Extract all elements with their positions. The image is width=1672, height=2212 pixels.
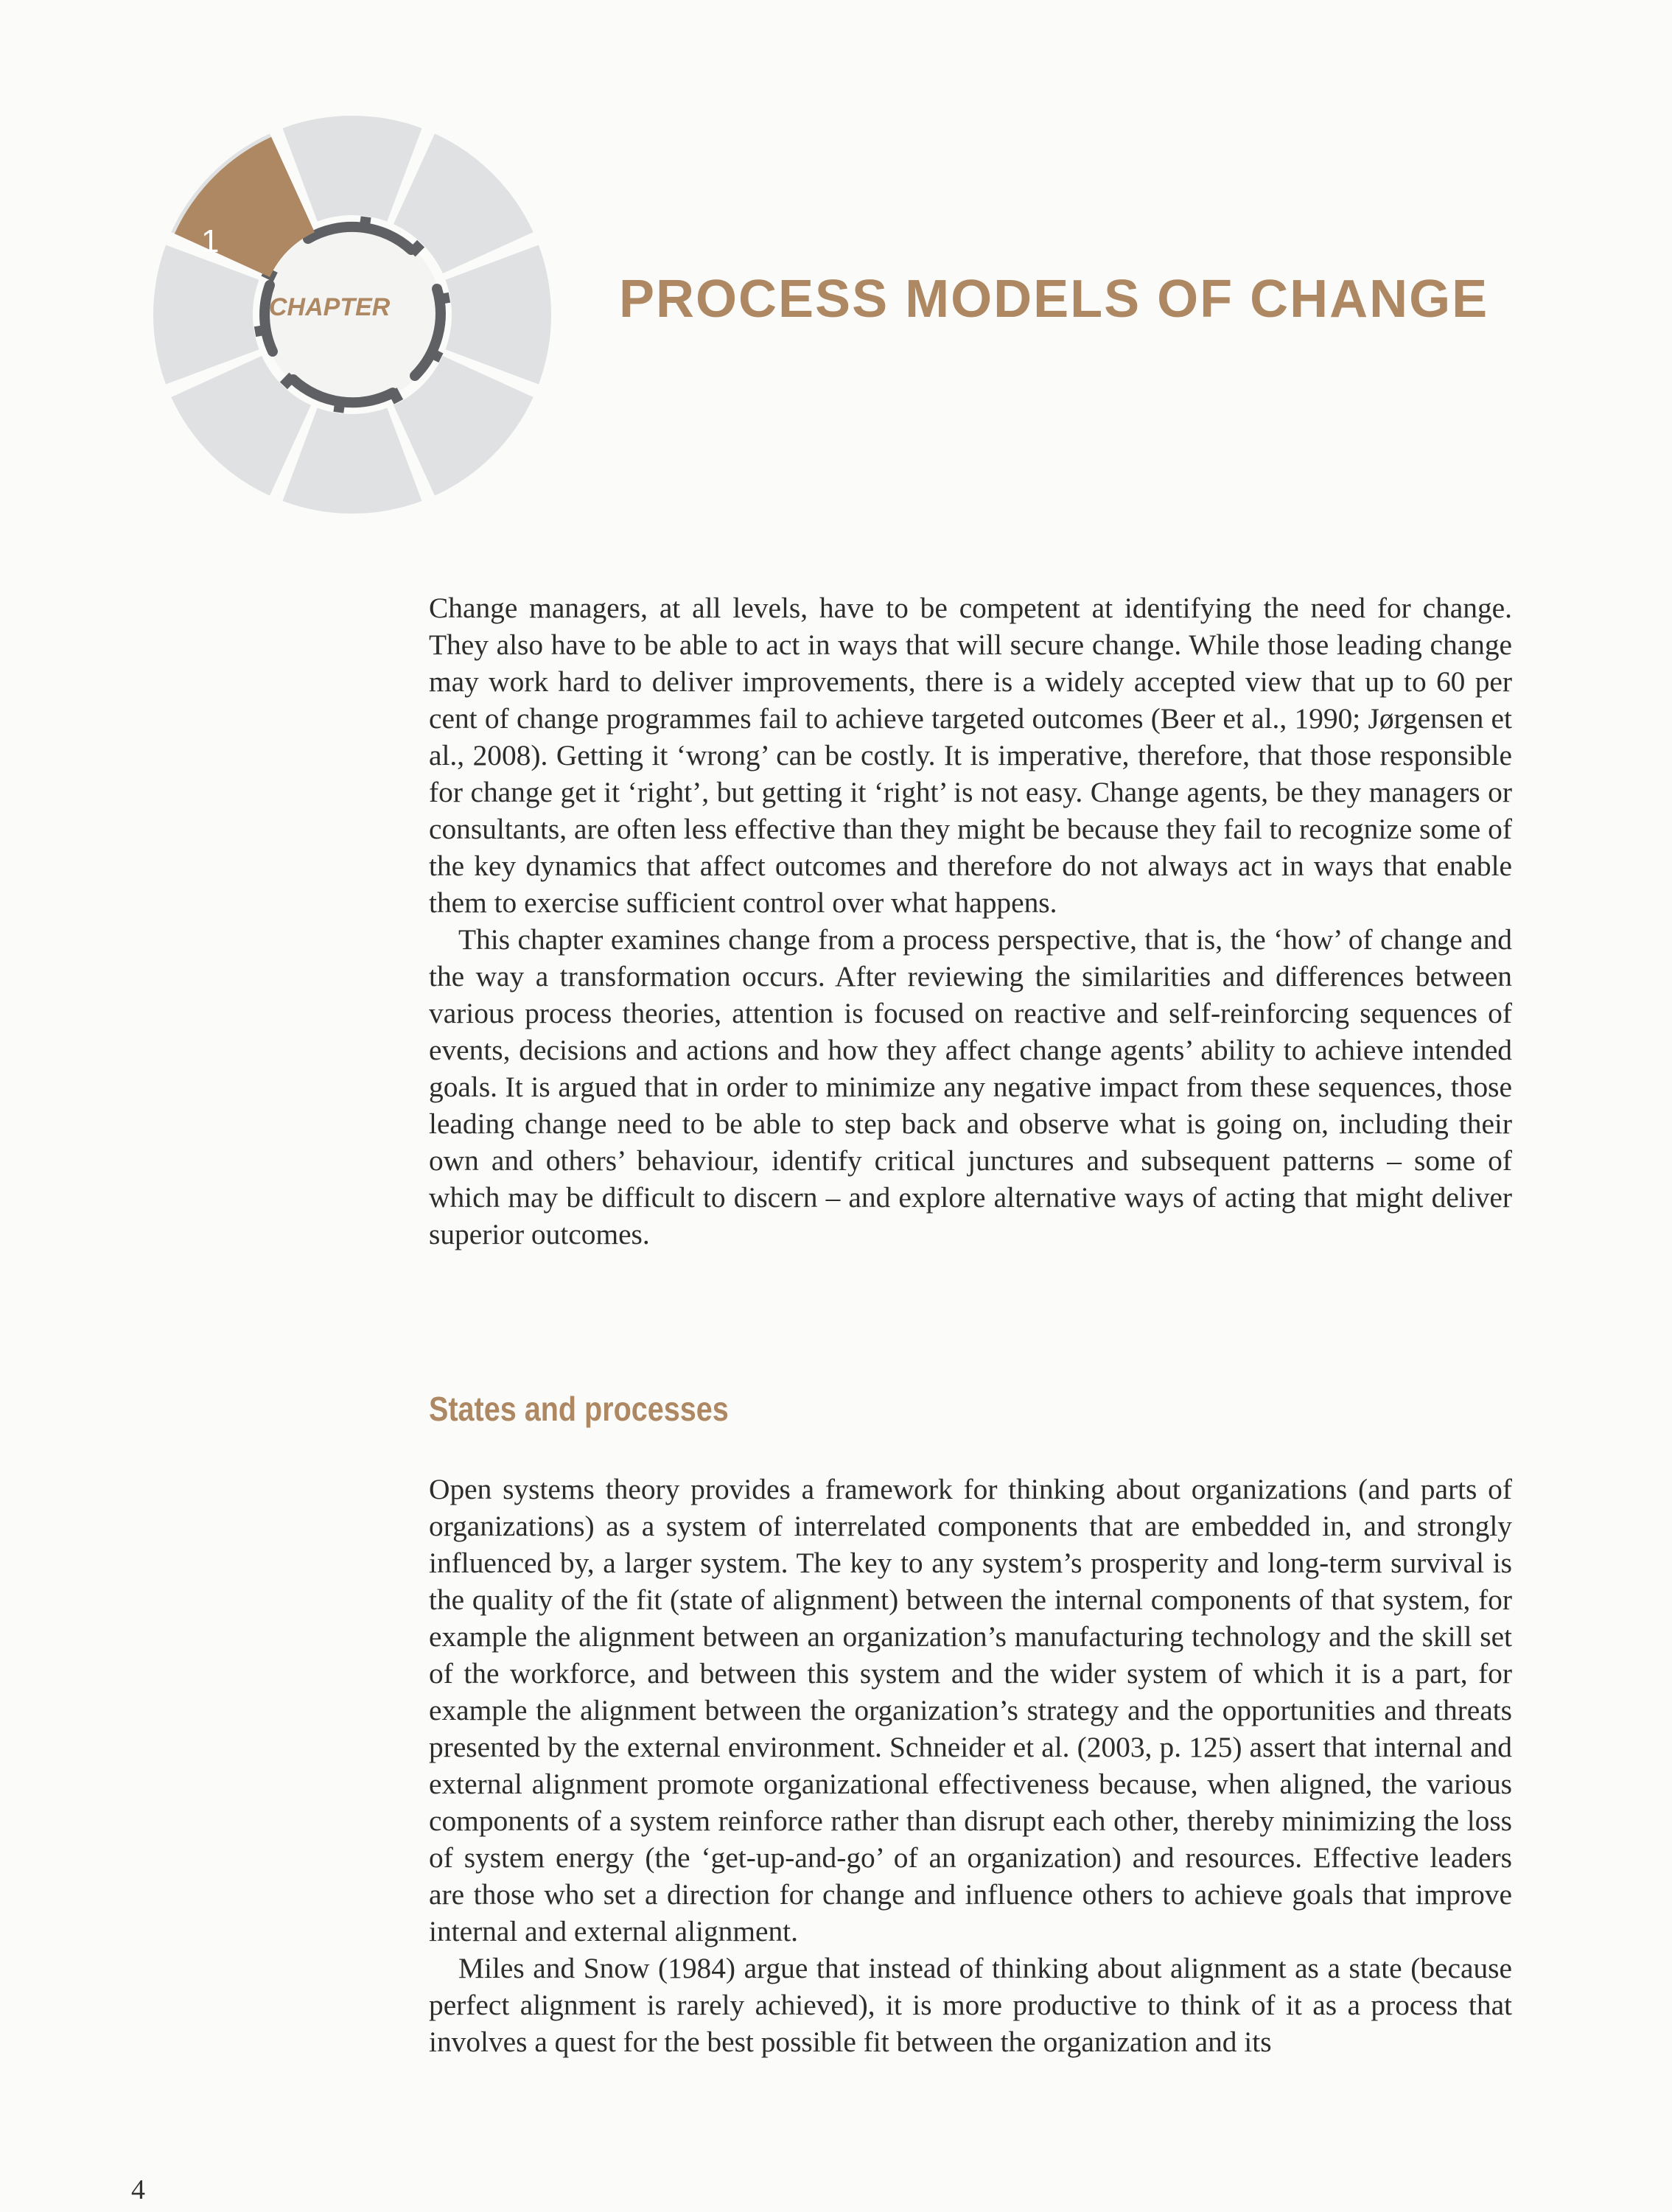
section-text	[429, 1471, 1512, 2060]
gear-tooth	[333, 399, 345, 413]
chapter-label: CHAPTER	[269, 293, 391, 321]
intro-paragraph-2: This chapter examines change from a process perspective, that is, the ‘how’ of change and the way a transformation occurs. After reviewing the similarities and differences between various process theories, attention is focused on reactive and self-reinforcing sequences of events, decisions and actions and how they affect change agents’ ability to achieve intended goals. It is argued that in order to minimize any negative impact from these sequences, those leading change need to be able to step back and observe what is going on, including their own and others’ behaviour, identify critical junctures and subsequent patterns – some of which may be difficult to discern – and explore alternative ways of acting that might deliver superior outcomes.	[429, 923, 1512, 1250]
intro-paragraph-1: Change managers, at all levels, have to be competent at identifying the need for change. They also have to be able to act in ways that will secure change. While those leading change may work hard to deliver improvements, there is a widely accepted view that up to 60 per cent of change programmes fail to achieve targeted outcomes (Beer et al., 1990; Jørgensen et al., 2008). Getting it ‘wrong’ can be costly. It is imperative, therefore, that those responsible for change get it ‘right’, but getting it ‘right’ is not easy. Change agents, be they managers or consultants, are often less effective than they might be because they fail to recognize some of the key dynamics that affect outcomes and therefore do not always act in ways that enable them to exercise sufficient control over what happens.	[429, 592, 1512, 919]
chapter-wheel-graphic	[144, 99, 571, 527]
chapter-title: PROCESS MODELS OF CHANGE	[619, 270, 1489, 329]
intro-text	[429, 589, 1512, 1253]
chapter-emblem	[144, 99, 571, 527]
section-paragraph-1: Open systems theory provides a framework for thinking about organizations (and parts of organizations) as a system of interrelated components that are embedded in, and strongly influenced by, a larger system. The key to any system’s prosperity and long-term survival is the quality of the fit (state of alignment) between the internal components of that system, for example the alignment between an organization’s manufacturing technology and the skill set of the workforce, and between this system and the wider system of which it is a part, for example the alignment between the organization’s strategy and the opportunities and threats presented by the external environment. Schneider et al. (2003, p. 125) assert that internal and external alignment promote organizational effectiveness because, when aligned, the various components of a system reinforce rather than disrupt each other, thereby minimizing the loss of system energy (the ‘get-up-and-go’ of an organization) and resources. Effective leaders are those who set a direction for change and influence others to achieve goals that improve internal and external alignment.	[429, 1473, 1512, 1947]
wheel-segment	[445, 245, 551, 384]
wheel-segment	[282, 407, 422, 514]
section-heading: States and processes	[429, 1390, 729, 1428]
gear-tooth	[359, 216, 371, 231]
wheel-segment	[153, 245, 259, 384]
page-number: 4	[131, 2174, 145, 2205]
section-paragraph-2: Miles and Snow (1984) argue that instead of thinking about alignment as a state (because perfect alignment is rarely achieved), it is more productive to think of it as a process that involves a quest for the best possible fit between the organization and its	[429, 1952, 1512, 2058]
wheel-segment	[282, 116, 422, 222]
chapter-number: 1	[201, 223, 220, 259]
